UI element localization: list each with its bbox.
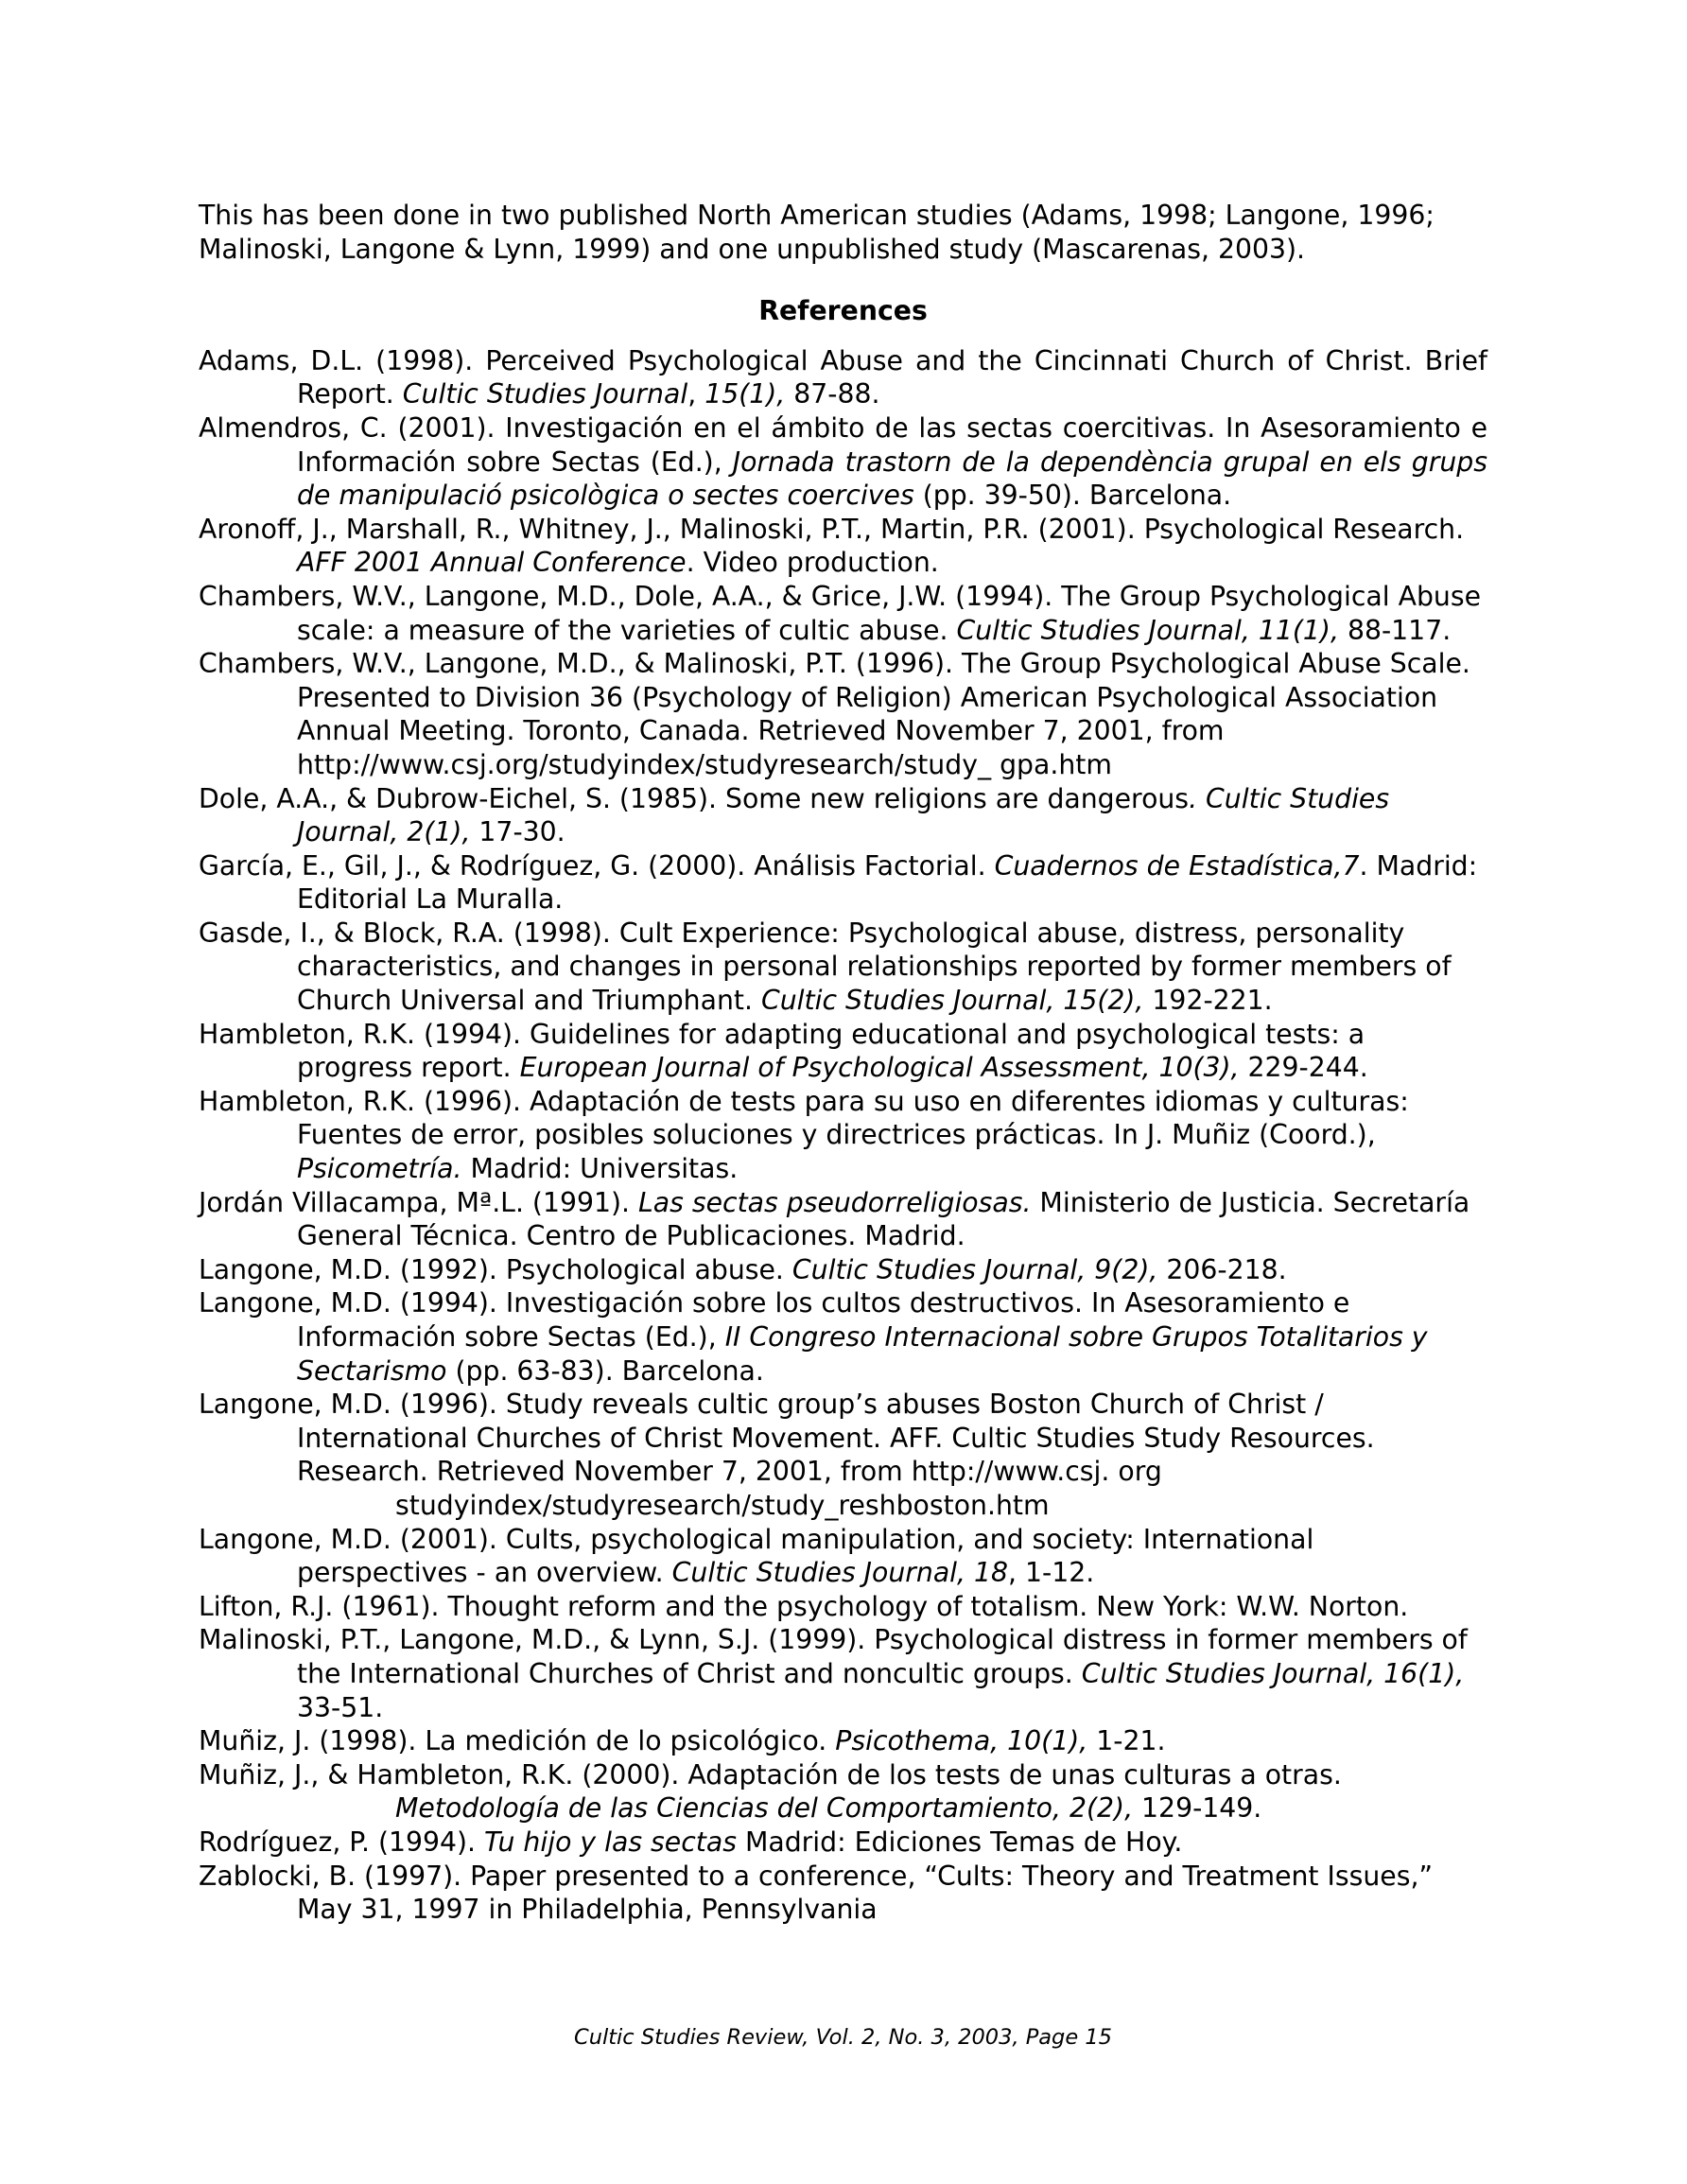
reference-text: Muñiz, J. (1998). La medición de lo psicológico. [199,1725,836,1757]
reference-entry [199,1253,1487,1287]
reference-title-italic: Las sectas pseudorreligiosas. [638,1186,1032,1218]
reference-list [199,344,1487,1927]
reference-entry [199,1388,1487,1522]
reference-text: Madrid: Universitas. [461,1153,739,1185]
references-heading: References [758,295,928,327]
reference-text: 129-149. [1133,1792,1262,1825]
reference-title-italic: Cultic Studies Journal [402,378,688,411]
reference-text: , [687,378,705,411]
reference-text: 192-221. [1143,985,1273,1017]
reference-text: Langone, M.D. (1992). Psychological abuse. [199,1253,792,1285]
reference-text: (pp. 63-83). Barcelona. [446,1354,764,1387]
reference-title-italic: . Cultic Studies Journal, 2(1), [297,782,1390,848]
reference-title-italic: Psicothema, 10(1), [835,1725,1088,1757]
reference-text: Madrid: Ediciones Temas de Hoy. [736,1826,1183,1858]
reference-text: 206-218. [1157,1253,1287,1285]
reference-text: . Madrid: Editorial La Muralla. [297,849,1478,916]
reference-text: 229-244. [1239,1052,1368,1084]
reference-title-italic: Cultic Studies Journal, 15(2), [760,985,1144,1017]
reference-text: Lifton, R.J. (1961). Thought reform and the psychology of totalism. New York: W.W. Norton. [199,1590,1409,1622]
document-page [199,199,1487,1927]
reference-text: Chambers, W.V., Langone, M.D., & Malinoski, P.T. (1996). The Group Psychological Abuse Scale. Presented to Division 36 (Psychology of Religion) American Psychological Association Annual Meeting. Toronto, Canada. Retrieved November 7, 2001, from http://www.csj.org/studyindex/studyresearch/study_ gpa.htm [199,648,1470,780]
reference-continuation [297,1791,1487,1826]
reference-entry [199,1590,1487,1624]
reference-title-italic: II Congreso Internacional sobre Grupos Totalitarios y Sectarismo [297,1321,1428,1387]
reference-text: Gasde, I., & Block, R.A. (1998). Cult Experience: Psychological abuse, distress, personality characteristics, and changes in personal relationships reported by former members of Church Universal and Triumphant. [199,917,1452,1017]
reference-text: Adams, D.L. (1998). Perceived Psychological Abuse and the Cincinnati Church of Christ. Brief Report. [199,344,1487,411]
reference-entry [199,1758,1487,1826]
reference-title-italic: Cultic Studies Journal, 9(2), [791,1253,1158,1285]
reference-title-italic: European Journal of Psychological Assessment, 10(3), [519,1052,1240,1084]
reference-text: Jordán Villacampa, Mª.L. (1991). [199,1186,639,1218]
reference-title-italic: AFF 2001 Annual Conference [297,547,687,579]
reference-title-italic: Cultic Studies Journal, 11(1), [956,614,1339,646]
reference-entry [199,1186,1487,1253]
reference-text: Langone, M.D. (1996). Study reveals cultic group’s abuses Boston Church of Christ / International Churches of Christ Movement. AFF. Cultic Studies Study Resources. Research. Retrieved November 7, 2001, from http://www.csj. org [199,1389,1375,1488]
reference-entry [199,782,1487,849]
reference-text: García, E., Gil, J., & Rodríguez, G. (2000). Análisis Factorial. [199,849,995,882]
reference-text: , 1-12. [1008,1557,1095,1589]
reference-url-continuation: studyindex/studyresearch/study_reshboston.htm [395,1489,1050,1521]
reference-entry [199,917,1487,1018]
reference-text: Aronoff, J., Marshall, R., Whitney, J., Malinoski, P.T., Martin, P.R. (2001). Psychological Research. [199,513,1465,545]
reference-title-italic: Psicometría. [297,1153,462,1185]
reference-text: Muñiz, J., & Hambleton, R.K. (2000). Adaptación de los tests de unas culturas a otras. [199,1758,1342,1791]
reference-entry [199,849,1487,917]
reference-text: 87-88. [785,378,880,411]
reference-entry [199,513,1487,580]
reference-text: Langone, M.D. (2001). Cults, psychological manipulation, and society: International perspectives - an overview. [199,1523,1314,1589]
reference-entry [199,1860,1487,1927]
reference-text: Malinoski, P.T., Langone, M.D., & Lynn, S.J. (1999). Psychological distress in former members of the International Churches of Christ and noncultic groups. [199,1624,1468,1689]
reference-title-italic: Cuadernos de Estadística,7 [994,849,1360,882]
reference-entry [199,1286,1487,1388]
intro-paragraph: This has been done in two published North American studies (Adams, 1998; Langone, 1996; Malinoski, Langone & Lynn, 1999) and one unpublished study (Mascarenas, 2003). [199,200,1435,265]
reference-entry [199,647,1487,781]
reference-title-italic: Metodología de las Ciencias del Comportamiento, 2(2), [395,1792,1134,1825]
reference-text: Chambers, W.V., Langone, M.D., Dole, A.A., & Grice, J.W. (1994). The Group Psychological Abuse scale: a measure of the varieties of cultic abuse. [199,580,1482,646]
reference-text: Hambleton, R.K. (1996). Adaptación de tests para su uso en diferentes idiomas y culturas: Fuentes de error, posibles soluciones y directrices prácticas. In J. Muñiz (Coord.), [199,1085,1409,1151]
reference-text: Ministerio de Justicia. Secretaría General Técnica. Centro de Publicaciones. Madrid. [297,1186,1470,1252]
reference-text: 17-30. [470,816,565,848]
reference-text: 1-21. [1087,1725,1166,1757]
reference-title-italic: Cultic Studies Journal, 16(1), [1081,1657,1465,1689]
reference-title-italic: Jornada trastorn de la dependència grupal en els grups de manipulació psicològica o sectes coercives [297,446,1487,512]
reference-entry [199,344,1487,411]
reference-text: (pp. 39-50). Barcelona. [913,480,1232,512]
reference-title-italic: Tu hijo y las sectas [484,1826,737,1858]
page-footer: Cultic Studies Review, Vol. 2, No. 3, 2003, Page 15 [574,2025,1112,2050]
reference-entry [199,580,1487,647]
reference-title-italic: Cultic Studies Journal, 18 [671,1557,1009,1589]
reference-entry [199,1018,1487,1085]
reference-entry [199,1724,1487,1758]
reference-entry [199,411,1487,513]
reference-text: Hambleton, R.K. (1994). Guidelines for adapting educational and psychological tests: a progress report. [199,1018,1365,1084]
reference-text: Zablocki, B. (1997). Paper presented to a conference, “Cults: Theory and Treatment Issues,” May 31, 1997 in Philadelphia, Pennsylvania [199,1860,1434,1926]
reference-title-italic: 15(1), [704,378,786,411]
reference-text: Rodríguez, P. (1994). [199,1826,485,1858]
reference-entry [199,1623,1487,1724]
reference-text: Dole, A.A., & Dubrow-Eichel, S. (1985). Some new religions are dangerous [199,782,1190,814]
reference-entry [199,1826,1487,1860]
reference-text: 33-51. [297,1691,384,1723]
reference-text: . Video production. [686,547,939,579]
reference-entry [199,1085,1487,1186]
reference-entry [199,1523,1487,1590]
reference-text: 88-117. [1338,614,1452,646]
reference-text: Almendros, C. (2001). Investigación en el ámbito de las sectas coercitivas. In Asesoramiento e Información sobre Sectas (Ed.), [199,411,1487,478]
reference-text: Langone, M.D. (1994). Investigación sobre los cultos destructivos. In Asesoramiento e Información sobre Sectas (Ed.), [199,1287,1350,1353]
